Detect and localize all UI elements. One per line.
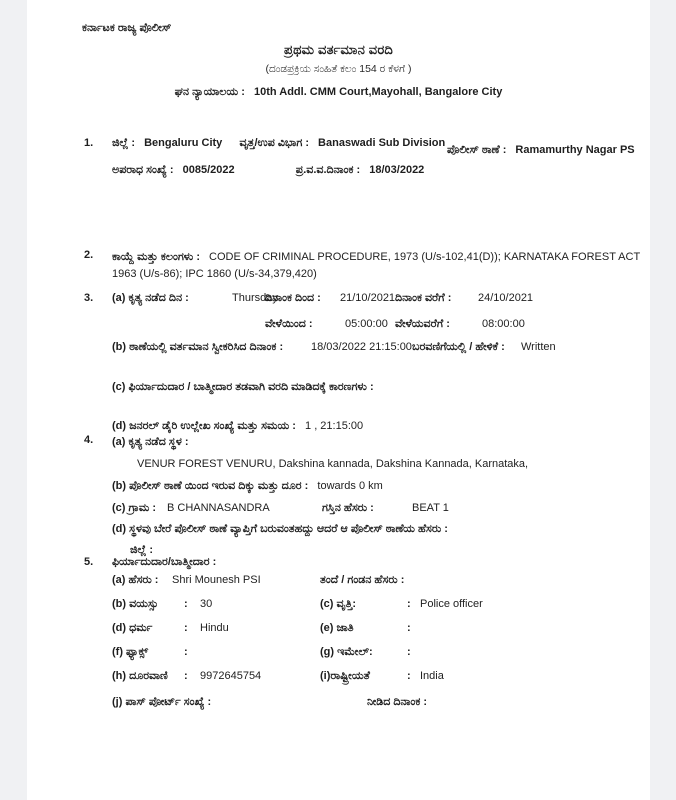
- place-label: (a) ಕೃತ್ಯ ನಡೆದ ಸ್ಥಳ :: [112, 436, 189, 448]
- age-occupation-row: [112, 598, 650, 614]
- nationality-colon: :: [407, 670, 411, 682]
- village-value: B CHANNASANDRA: [167, 502, 270, 514]
- section-occurrence: [84, 292, 650, 432]
- district-value: Bengaluru City: [144, 137, 223, 149]
- date-from-label: ದಿನಾಂಕ ದಿಂದ :: [265, 292, 321, 304]
- caste-label: (e) ಜಾತಿ: [320, 622, 354, 634]
- delay-reason-label: (c) ಫಿರ್ಯಾದುದಾರ / ಬಾತ್ಮೀದಾರ ತಡವಾಗಿ ವರದಿ ಮಾಡಿದಕ್ಕೆ ಕಾರಣಗಳು :: [112, 381, 374, 393]
- direction-distance-label: (b) ಪೊಲೀಸ್ ಠಾಣೆ ಯಿಂದ ಇರುವ ದಿಕ್ಕು ಮತ್ತು ದೂರ :: [112, 480, 309, 492]
- occupation-colon: :: [407, 598, 411, 610]
- section-acts: [84, 249, 650, 285]
- date-from-value: 21/10/2021: [340, 292, 396, 304]
- complainant-heading-label: ಫಿರ್ಯಾದುದಾರ/ಬಾತ್ಮೀದಾರ :: [112, 556, 217, 568]
- time-from-value: 05:00:00: [345, 318, 388, 330]
- phone-value: 9972645754: [200, 670, 262, 682]
- complainant-name-row: [112, 574, 650, 590]
- section-3-number: 3.: [84, 292, 94, 304]
- caste-colon: :: [407, 622, 411, 634]
- court-line: [27, 86, 650, 99]
- section-4-number: 4.: [84, 434, 94, 446]
- occurrence-day-label: (a) ಕೃತ್ಯ ನಡೆದ ದಿನ :: [112, 292, 189, 304]
- division-value: Banaswadi Sub Division: [318, 137, 446, 149]
- document-title: ಪ್ರಥಮ ವರ್ತಮಾನ ವರದಿ: [283, 42, 394, 57]
- written-oral-value: Written: [521, 341, 556, 353]
- section-place: [84, 434, 650, 559]
- phone-label: (h) ದೂರವಾಣಿ: [112, 670, 168, 682]
- section-2-number: 2.: [84, 249, 94, 261]
- police-station-block: [447, 137, 642, 164]
- acts-value: CODE OF CRIMINAL PROCEDURE, 1973 (U/s-102,41(D)); KARNATAKA FOREST ACT 1963 (U/s-86); IPC 1860 (U/s-34,379,420): [112, 251, 640, 280]
- acts-row: [112, 249, 650, 282]
- date-to-label: ದಿನಾಂಕ ವರೆಗೆ :: [395, 292, 452, 304]
- division-label: ವೃತ್ತ/ಉಪ ವಿಭಾಗ :: [239, 137, 309, 149]
- info-received-value: 18/03/2022 21:15:00: [311, 341, 412, 353]
- section-complainant: [84, 556, 650, 726]
- place-label-row: [112, 436, 189, 449]
- written-oral-label: ಬರವಣಿಗೆಯಲ್ಲಿ / ಹೇಳಿಕೆ :: [412, 341, 505, 353]
- section-1-number: 1.: [84, 137, 94, 149]
- org-name: ಕರ್ನಾಟಕ ರಾಜ್ಯ ಪೊಲೀಸ್: [82, 22, 172, 34]
- fir-date-value: 18/03/2022: [369, 164, 425, 176]
- police-station-value: Ramamurthy Nagar PS: [515, 144, 635, 156]
- court-label: ಘನ ನ್ಯಾಯಾಲಯ :: [174, 86, 245, 98]
- place-value: VENUR FOREST VENURU, Dakshina kannada, Dakshina Kannada, Karnataka,: [137, 458, 529, 470]
- gd-entry-value: 1 , 21:15:00: [305, 420, 364, 432]
- father-husband-label: ತಂದೆ / ಗಂಡನ ಹೆಸರು :: [320, 574, 405, 586]
- police-station-label: ಪೊಲೀಸ್ ಠಾಣೆ :: [447, 144, 507, 156]
- age-colon: :: [184, 598, 188, 610]
- beat-value: BEAT 1: [412, 502, 449, 514]
- date-to-value: 24/10/2021: [478, 292, 534, 304]
- fax-label: (f) ಫ್ಯಾಕ್ಸ್: [112, 646, 149, 658]
- passport-row: [112, 696, 650, 712]
- religion-colon: :: [184, 622, 188, 634]
- fir-document-page: [27, 0, 650, 800]
- age-label: (b) ವಯಸ್ಸು: [112, 598, 159, 610]
- court-value: 10th Addl. CMM Court,Mayohall, Bangalore City: [253, 86, 503, 98]
- section-jurisdiction: [84, 137, 650, 197]
- occupation-label: (c) ವೃತ್ತಿ:: [320, 598, 356, 610]
- other-ps-district-label: ಜಿಲ್ಲೆ :: [130, 544, 153, 556]
- fax-colon: :: [184, 646, 188, 658]
- phone-colon: :: [184, 670, 188, 682]
- complainant-name-label: (a) ಹೆಸರು :: [112, 574, 159, 586]
- crime-number-value: 0085/2022: [182, 164, 235, 176]
- occurrence-day-value: Thursday: [232, 292, 278, 304]
- crime-number-row: [112, 164, 424, 177]
- gd-entry-label: (d) ಜನರಲ್ ಡೈರಿ ಉಲ್ಲೇಖ ಸಂಖ್ಯೆ ಮತ್ತು ಸಮಯ :: [112, 420, 296, 432]
- nationality-value: India: [420, 670, 444, 682]
- fax-email-row: [112, 646, 650, 662]
- passport-label: (j) ಪಾಸ್ ಪೋರ್ಟ್ ಸಂಖ್ಯೆ :: [112, 696, 212, 708]
- district-division-row: [112, 137, 445, 150]
- delay-reason-row: [112, 381, 374, 394]
- crime-number-label: ಅಪರಾಧ ಸಂಖ್ಯೆ :: [112, 164, 174, 176]
- fir-date-label: ಪ್ರ.ವ.ವ.ದಿನಾಂಕ :: [295, 164, 361, 176]
- info-received-label: (b) ಠಾಣೆಯಲ್ಲಿ ವರ್ತಮಾನ ಸ್ವೀಕರಿಸಿದ ದಿನಾಂಕ :: [112, 341, 284, 353]
- info-received-row: [112, 341, 650, 357]
- document-subtitle: (ದಂಡಪ್ರಕ್ರಿಯ ಸಂಹಿತೆ ಕಲಂ 154 ರ ಕೆಳಗೆ ): [265, 63, 412, 75]
- village-beat-row: [112, 502, 650, 518]
- occurrence-day-row: [112, 292, 650, 308]
- issue-date-label: ನೀಡಿದ ದಿನಾಂಕ :: [367, 696, 428, 708]
- email-colon: :: [407, 646, 411, 658]
- nationality-label: (i)ರಾಷ್ಟ್ರೀಯತೆ: [320, 670, 370, 682]
- time-to-label: ವೇಳೆಯವರೆಗೆ :: [395, 318, 450, 330]
- place-value-row: [137, 458, 528, 470]
- religion-label: (d) ಧರ್ಮ: [112, 622, 153, 634]
- email-label: (g) ಇಮೇಲ್:: [320, 646, 373, 658]
- time-from-label: ವೇಳೆಯಿಂದ :: [265, 318, 313, 330]
- occupation-value: Police officer: [420, 598, 483, 610]
- direction-distance-value: towards 0 km: [317, 480, 383, 492]
- religion-value: Hindu: [200, 622, 229, 634]
- gd-entry-row: [112, 420, 363, 433]
- phone-nationality-row: [112, 670, 650, 686]
- acts-label: ಕಾಯ್ದೆ ಮತ್ತು ಕಲಂಗಳು :: [112, 251, 200, 263]
- district-label: ಜಿಲ್ಲೆ :: [112, 137, 135, 149]
- section-5-number: 5.: [84, 556, 94, 568]
- beat-label: ಗಸ್ತಿನ ಹೆಸರು :: [322, 502, 374, 514]
- complainant-name-value: Shri Mounesh PSI: [172, 574, 261, 586]
- village-label: (c) ಗ್ರಾಮ :: [112, 502, 156, 514]
- age-value: 30: [200, 598, 213, 610]
- religion-caste-row: [112, 622, 650, 638]
- complainant-heading: [112, 556, 216, 569]
- occurrence-time-row: [112, 318, 650, 334]
- other-ps-row: [112, 523, 448, 536]
- time-to-value: 08:00:00: [482, 318, 525, 330]
- direction-distance-row: [112, 480, 383, 493]
- other-ps-label: (d) ಸ್ಥಳವು ಬೇರೆ ಪೊಲೀಸ್ ಠಾಣೆ ವ್ಯಾಪ್ತಿಗೆ ಬರುವಂತಹದ್ದು ಆದರೆ ಆ ಪೊಲೀಸ್ ಠಾಣೆಯ ಹೆಸರು :: [112, 523, 448, 535]
